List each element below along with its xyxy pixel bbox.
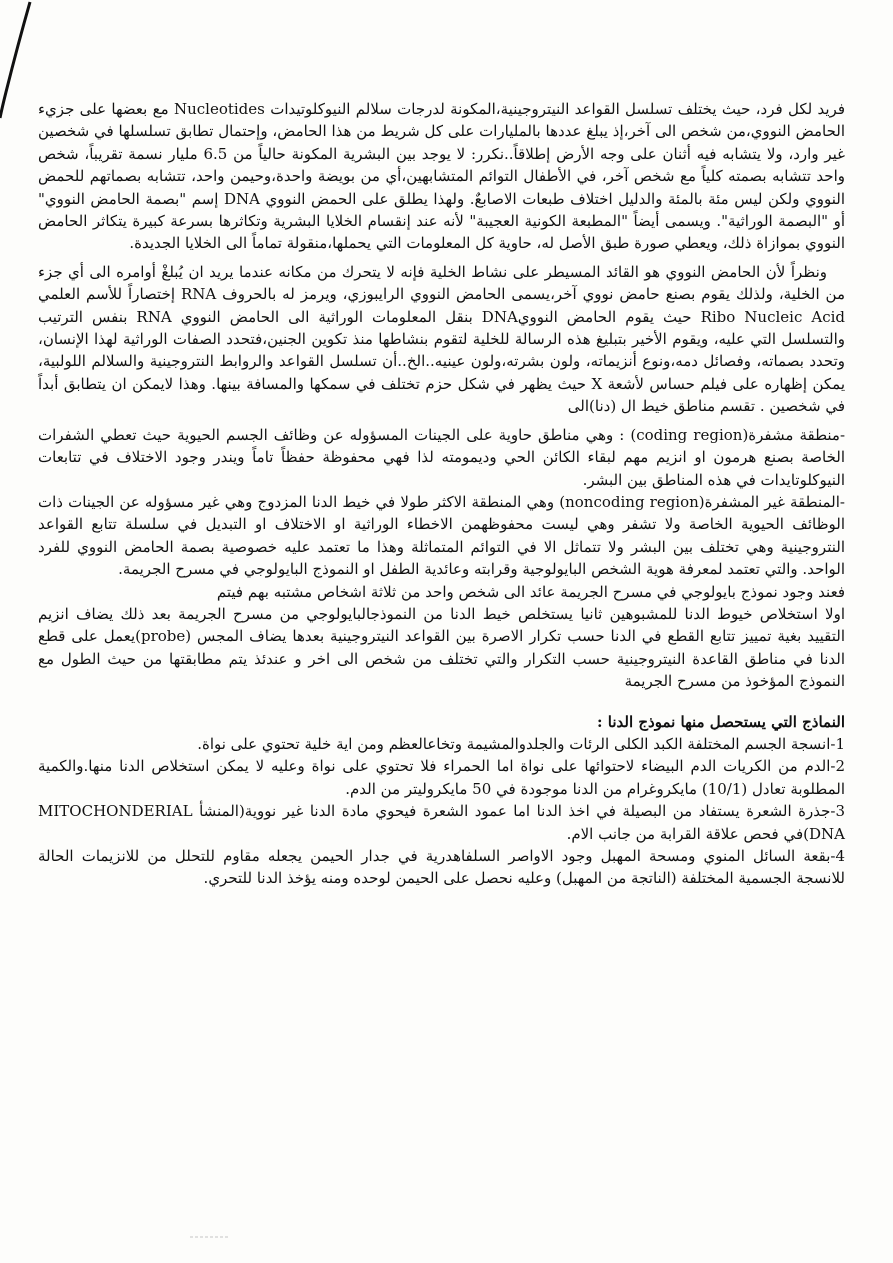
scan-speck xyxy=(190,1234,230,1240)
sample-list-item: 4-بقعة السائل المنوي ومسحة المهبل وجود الاواصر السلفاهدرية في جدار الحيمن يجعله مقاوم للتحلل من للانزيمات الحالة للانسجة الجسمية المختلفة (الناتجة من المهبل) وعليه نحصل على الحيمن لوحده ومنه يؤخذ الدنا للتحري. xyxy=(38,847,845,888)
section-heading-dna-samples: النماذج التي يستحصل منها نموذج الدنا : xyxy=(597,712,845,731)
document-body xyxy=(38,98,845,890)
paragraph-rna-transfer: ونظراً لأن الحامض النووي هو القائد المسيطر على نشاط الخلية فإنه لا يتحرك من مكانه عندما يريد ان يُبلغْ أوامره الى أي جزء من الخلية، ولذلك يقوم بصنع حامض نووي آخر،يسمى الحامض النووي الرايبوزي، ويرمز له بالحروف RNA إختصاراً للأسم العلمي Ribo Nucleic Acid حيث يقوم الحامض النوويDNA بنقل المعلومات الوراثية الى الحامض النووي RNA بنفس الترتيب والتسلسل التي عليه، ويقوم الأخير بتبليغ هذه الرسالة للخلية لتقوم بنشاطها منذ تكوين الجنين،فتحدد الصفات الوراثية لهذا الإنسان، وتحدد بصماته، وفصائل دمه،ونوع أنزيماته، ولون بشرته،ولون عينيه..الخ..أن تسلسل القواعد والروابط النتروجينية والسلالم اللولبية، يمكن إظهاره على فيلم حساس لأشعة X حيث يظهر في شكل حزم تختلف في سمكها والمسافة بينها. وهذا لايمكن ان يتطابق أبداً في شخصين . تقسم مناطق خيط ال (دنا)الى xyxy=(38,262,846,416)
sample-list-item: 2-الدم من الكريات الدم البيضاء لاحتوائها على نواة اما الحمراء فلا تحتوي على نواة وعليه لا يمكن استخلاص الدنا منها.والكمية المطلوبة تعادل (10/1) مايكروغرام من الدنا موجودة في 50 مايكروليتر من الدم. xyxy=(38,757,845,798)
paragraph-noncoding-region: -المنطقة غير المشفرة(noncoding region) وهي المنطقة الاكثر طولا في خيط الدنا المزدوج وهي غير مسؤوله عن الجينات ذات الوظائف الحيوية الخاصة ولا تشفر وهي ليست محفوظهمن الاخطاء الوراثية او الاختلاف او التبديل في سلسلة تتابع القواعد النتروجينية وهي تختلف بين البشر ولا تتماثل الا في التوائم المتماثلة وهذا ما تعتمد عليه خصوصية بصمة الحامض النووي للفرد الواحد. والتي تعتمد لمعرفة هوية الشخص البايولوجية وقرابته وعائدية الطفل او النموذج البايولوجي في مسرح الجريمة. xyxy=(38,492,845,579)
paragraph-crime-scene-intro: فعند وجود نموذج بايولوجي في مسرح الجريمة عائد الى شخص واحد من ثلاثة اشخاص مشتبه بهم فيتم xyxy=(216,582,845,601)
sample-list-item: 3-جذرة الشعرة يستفاد من البصيلة في اخذ الدنا اما عمود الشعرة فيحوي مادة الدنا غير نووية(المنشأ MITOCHONDERIAL DNA)في فحص علاقة القرابة من جانب الام. xyxy=(38,802,845,843)
sample-list-item: 1-انسجة الجسم المختلفة الكبد الكلى الرئات والجلدوالمشيمة وتخاعالعظم ومن اية خلية تحتوي على نواة. xyxy=(197,734,845,753)
paragraph-extraction-steps: اولا استخلاص خيوط الدنا للمشبوهين ثانيا يستخلص خيط الدنا من النموذجالبايولوجي من مسرح الجريمة بعد ذلك يضاف انزيم التقييد بغية تمييز تتابع القطع في الدنا حسب تكرار الاصرة بين القواعد النيتروجينية بعدها يضاف المجس (probe)يعمل على قطع الدنا في مناطق القاعدة النيتروجينية حسب التكرار والتي تختلف من شخص الى اخر و عندئذ يتم مطابقتها من حيث الطول مع النموذج المؤخوذ من مسرح الجريمة xyxy=(38,604,845,691)
page-edge-mark xyxy=(0,0,40,130)
paragraph-dna-uniqueness: فريد لكل فرد، حيث يختلف تسلسل القواعد النيتروجينية،المكونة لدرجات سلالم النيوكلوتيدات Nucleotides مع بعضها على جزيء الحامض النووي،من شخص الى آخر،إذ يبلغ عددها بالمليارات على كل شريط من هذا الحامض، وإحتمال تطابق تسلسلها في شخصين غير وارد، ولا يتشابه فيه أثنان على وجه الأرض إطلاقاً..نكرر: لا يوجد بين البشرية المكونة حالياً من 6.5 مليار نسمة تقريباً، شخص واحد تتشابه بصمته كلياً مع شخص آخر، في الأطفال التوائم المتشابهين،أي من بويضة واحدة،وحيمن واحد، تتشابه بصماتهم للحمض النووي ولكن ليس مئة بالمئة والدليل اختلاف طبعات الاصابعٌ. ولهذا يطلق على الحمض النووي DNA إسم "بصمة الحامض النووي" أو "البصمة الوراثية". ويسمى أيضاً "المطبعة الكونية العجيبة" لأنه عند إنقسام الخلايا البشرية وتكاثرها بسرعة كبيرة يتكاثر الحامض النووي بموازاة ذلك، ويعطي صورة طبق الأصل له، حاوية كل المعلومات التي يحملها،منقولة تماماً الى الخلايا الجديدة. xyxy=(38,100,845,253)
paragraph-coding-region: -منطقة مشفرة(coding region) : وهي مناطق حاوية على الجينات المسؤوله عن وظائف الجسم الحيوية حيث تعطي الشفرات الخاصة بصنع هرمون او انزيم مهم لبقاء الكائن الحي وديمومته لذا فهي محفوظة حفظاً تاماً ويندر وجود الاختلاف في تتابعات النيوكلوتايدات في هذه المناطق بين البشر. xyxy=(38,425,846,489)
